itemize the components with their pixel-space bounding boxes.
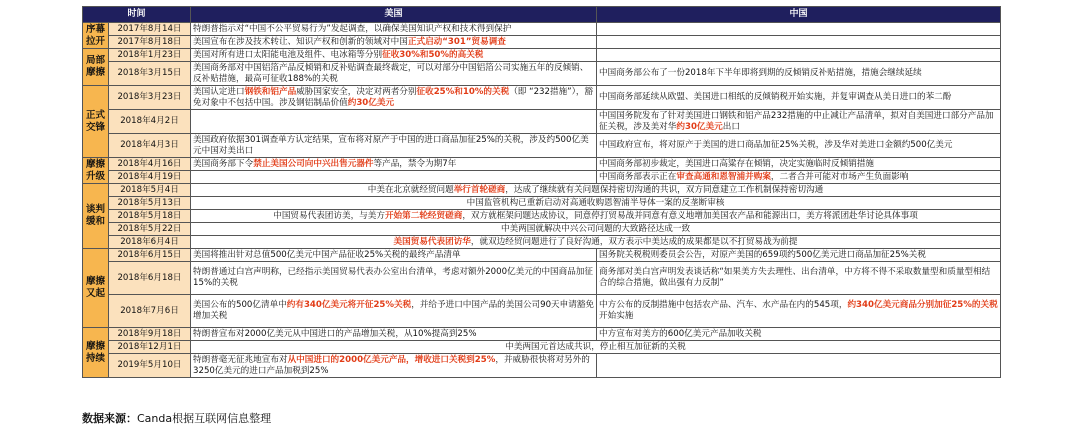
- table-row: [83, 223, 1001, 236]
- us-cell: [191, 49, 597, 62]
- us-text: （即 “232措施”），豁免对象中不包括中国。涉及钢铝制品价值: [193, 86, 594, 108]
- table-header-row: [83, 7, 1001, 23]
- table-row: [83, 184, 1001, 197]
- cn-cell: 国务院关税税则委员会公告，对原产美国的659项约500亿美元进口商品加征25%关税: [597, 249, 1001, 262]
- row-date: 2018年4月2日: [109, 110, 191, 134]
- joint-text: ，就双边经贸问题进行了良好沟通，双方表示中美达成的成果都是以不打贸易战为前提: [470, 236, 798, 247]
- us-highlight: 约有340亿美元将开征25%关税: [286, 300, 412, 311]
- row-date: 2018年1月23日: [109, 49, 191, 62]
- cn-cell: [597, 23, 1001, 36]
- table-row: [83, 36, 1001, 49]
- table-row: [83, 171, 1001, 184]
- joint-text: 中美在北京就经贸问题: [367, 184, 454, 195]
- us-text: ，并给予进口中国产品的美国公司90天申请豁免增加关税: [193, 300, 595, 321]
- table-row: [83, 49, 1001, 62]
- row-date: 2018年5月18日: [109, 210, 191, 223]
- cn-text: 中方公布的反制措施中包括农产品、汽车、水产品在内的545项，: [599, 300, 848, 311]
- us-text: 美国商务部下令: [193, 158, 254, 169]
- cn-cell: 中国商务部公布了一份2018年下半年即将到期的反倾销反补贴措施，措施会继续延续: [597, 62, 1001, 86]
- joint-cell: 中美两国就解决中兴公司问题的大致路径达成一致: [191, 223, 1001, 236]
- us-highlight: 征收30%和50%的高关税: [382, 49, 484, 60]
- joint-text: ，达成了继续就有关问题保持密切沟通的共识，双方同意建立工作机制保持密切沟通: [505, 184, 824, 195]
- cn-cell: 中国商务部延续从欧盟、美国进口相纸的反倾销税开始实施，并复审调查从美日进口的苯二酚: [597, 86, 1001, 110]
- us-highlight: 征收25%和10%的关税: [416, 86, 510, 97]
- joint-highlight: 举行首轮磋商: [453, 184, 506, 195]
- row-date: 2018年9月18日: [109, 328, 191, 341]
- cn-highlight: 约340亿美元商品分别加征25%的关税: [847, 300, 998, 311]
- cn-cell: 中国商务部初步裁定，美国进口高粱存在倾销，决定实施临时反倾销措施: [597, 158, 1001, 171]
- phase-label: 摩擦又起: [83, 249, 109, 328]
- phase-label: 序幕拉开: [83, 23, 109, 49]
- table-row: [83, 110, 1001, 134]
- header-time: 时间: [83, 7, 191, 23]
- us-text: 美国公布的500亿清单中: [193, 300, 287, 311]
- phase-label: 局部摩擦: [83, 49, 109, 86]
- cn-cell: [597, 295, 1001, 328]
- table-row: [83, 262, 1001, 295]
- table-row: [83, 341, 1001, 354]
- joint-cell: 中美两国元首达成共识，停止相互加征新的关税: [191, 341, 1001, 354]
- data-source-note: [82, 410, 271, 426]
- row-date: 2019年5月10日: [109, 354, 191, 378]
- header-us: 美国: [191, 7, 597, 23]
- source-text: Canda根据互联网信息整理: [137, 412, 272, 425]
- phase-label: 正式交锋: [83, 86, 109, 158]
- us-text: 美国对所有进口太阳能电池及组件、电冰箱等分别: [193, 49, 383, 60]
- us-text: 美国宣布在涉及技术转让、知识产权和创新的领域对中国: [193, 36, 408, 47]
- trade-timeline-table: [82, 6, 1001, 378]
- cn-text: 中国国务院发布了针对美国进口钢铁和铝产品232措施的中止减让产品清单，拟对自美国进口部分产品加征关税，涉及美对华: [599, 110, 994, 132]
- us-cell: 美国将推出针对总值500亿美元中国产品征收25%关税的最终产品清单: [191, 249, 597, 262]
- us-text: 美国认定进口: [193, 86, 245, 97]
- row-date: 2018年12月1日: [109, 341, 191, 354]
- table-row: [83, 328, 1001, 341]
- cn-text: 出口: [722, 121, 740, 132]
- us-text: 等产品，禁令为期7年: [373, 158, 457, 169]
- us-highlight: 禁止美国公司向中兴出售元器件: [253, 158, 374, 169]
- table-row: [83, 62, 1001, 86]
- us-cell: 美国政府依据301调查单方认定结果，宣布将对原产于中国的进口商品加征25%的关税，涉及约500亿美元中国对美出口: [191, 134, 597, 158]
- table-row: [83, 134, 1001, 158]
- row-date: 2018年4月19日: [109, 171, 191, 184]
- cn-cell: [597, 354, 1001, 378]
- us-cell: [191, 86, 597, 110]
- us-highlight: 正式启动“301”贸易调查: [407, 36, 506, 47]
- joint-cell: 中国监管机构已重新启动对高通收购恩智浦半导体一案的反垄断审核: [191, 197, 1001, 210]
- row-date: 2018年6月4日: [109, 236, 191, 249]
- row-date: 2018年5月22日: [109, 223, 191, 236]
- us-cell: [191, 295, 597, 328]
- row-date: 2018年4月16日: [109, 158, 191, 171]
- us-highlight: 约30亿美元: [347, 97, 395, 108]
- us-cell: [191, 171, 597, 184]
- cn-cell: [597, 49, 1001, 62]
- table-row: [83, 236, 1001, 249]
- us-cell: [191, 110, 597, 134]
- cn-cell: [597, 110, 1001, 134]
- joint-highlight: 美国贸易代表团访华: [393, 236, 471, 247]
- trade-timeline-table-wrapper: [82, 6, 1000, 378]
- table-row: [83, 354, 1001, 378]
- row-date: 2018年6月15日: [109, 249, 191, 262]
- cn-cell: [597, 171, 1001, 184]
- table-row: [83, 295, 1001, 328]
- table-row: [83, 86, 1001, 110]
- us-highlight: 从中国进口的2000亿美元产品，增收进口关税到25%: [287, 354, 496, 365]
- row-date: 2018年7月6日: [109, 295, 191, 328]
- row-date: 2018年4月3日: [109, 134, 191, 158]
- joint-highlight: 开始第二轮经贸磋商: [384, 210, 463, 221]
- cn-text: 开始实施: [599, 311, 634, 321]
- phase-label: 谈判缓和: [83, 184, 109, 249]
- source-label: 数据来源：: [82, 412, 137, 425]
- table-row: [83, 249, 1001, 262]
- table-row: [83, 23, 1001, 36]
- row-date: 2018年3月23日: [109, 86, 191, 110]
- us-text: 威胁国家安全，决定对两者分别: [296, 86, 417, 97]
- row-date: 2017年8月14日: [109, 23, 191, 36]
- row-date: 2018年6月18日: [109, 262, 191, 295]
- joint-cell: [191, 210, 1001, 223]
- us-cell: [191, 158, 597, 171]
- joint-text: ，双方就框架问题达成协议，同意停打贸易战并同意有意义地增加美国农产品和能源出口，美方将派团赴华讨论具体事项: [462, 210, 918, 221]
- joint-cell: [191, 236, 1001, 249]
- us-highlight: 钢铁和铝产品: [244, 86, 297, 97]
- us-cell: [191, 36, 597, 49]
- us-cell: 美国商务部对中国铝箔产品反倾销和反补贴调查最终裁定，可以对部分中国铝箔公司实施五年的反倾销、反补贴措施，最高可征收188%的关税: [191, 62, 597, 86]
- us-cell: 特朗普指示对“中国不公平贸易行为”发起调查，以确保美国知识产权和技术得到保护: [191, 23, 597, 36]
- phase-label: 摩擦持续: [83, 328, 109, 378]
- cn-highlight: 审查高通和恩智浦并购案: [676, 171, 771, 182]
- table-row: [83, 158, 1001, 171]
- row-date: 2018年3月15日: [109, 62, 191, 86]
- cn-text: ，二者合并可能对市场产生负面影响: [770, 171, 909, 182]
- us-cell: [191, 354, 597, 378]
- phase-label: 摩擦升级: [83, 158, 109, 184]
- header-cn: 中国: [597, 7, 1001, 23]
- joint-cell: [191, 184, 1001, 197]
- cn-cell: 中国政府宣布，将对原产于美国的进口商品加征25%关税，涉及华对美进口金额约500亿美元: [597, 134, 1001, 158]
- us-cell: 特朗普通过白宫声明称，已经指示美国贸易代表办公室出台清单，考虑对额外2000亿美元的中国商品加征15%的关税: [191, 262, 597, 295]
- row-date: 2018年5月4日: [109, 184, 191, 197]
- table-row: [83, 210, 1001, 223]
- cn-cell: 中方宣布对美方的600亿美元产品加收关税: [597, 328, 1001, 341]
- joint-text: 中国贸易代表团访美，与美方: [273, 210, 385, 221]
- row-date: 2017年8月18日: [109, 36, 191, 49]
- cn-highlight: 约30亿美元: [676, 121, 723, 132]
- cn-cell: 商务部对美白宫声明发表谈话称“如果美方失去理性、出台清单，中方将不得不采取数量型和质量型相结合的综合措施，做出强有力反制”: [597, 262, 1001, 295]
- us-text: ，并威胁很快将对另外的3250亿美元的进口产品加税到25%: [193, 354, 590, 376]
- cn-cell: [597, 36, 1001, 49]
- us-cell: 特朗普宣布对2000亿美元从中国进口的产品增加关税，从10%提高到25%: [191, 328, 597, 341]
- us-text: 特朗普毫无征兆地宣布对: [193, 354, 288, 365]
- row-date: 2018年5月13日: [109, 197, 191, 210]
- cn-text: 中国商务部表示正在: [599, 171, 677, 182]
- table-row: [83, 197, 1001, 210]
